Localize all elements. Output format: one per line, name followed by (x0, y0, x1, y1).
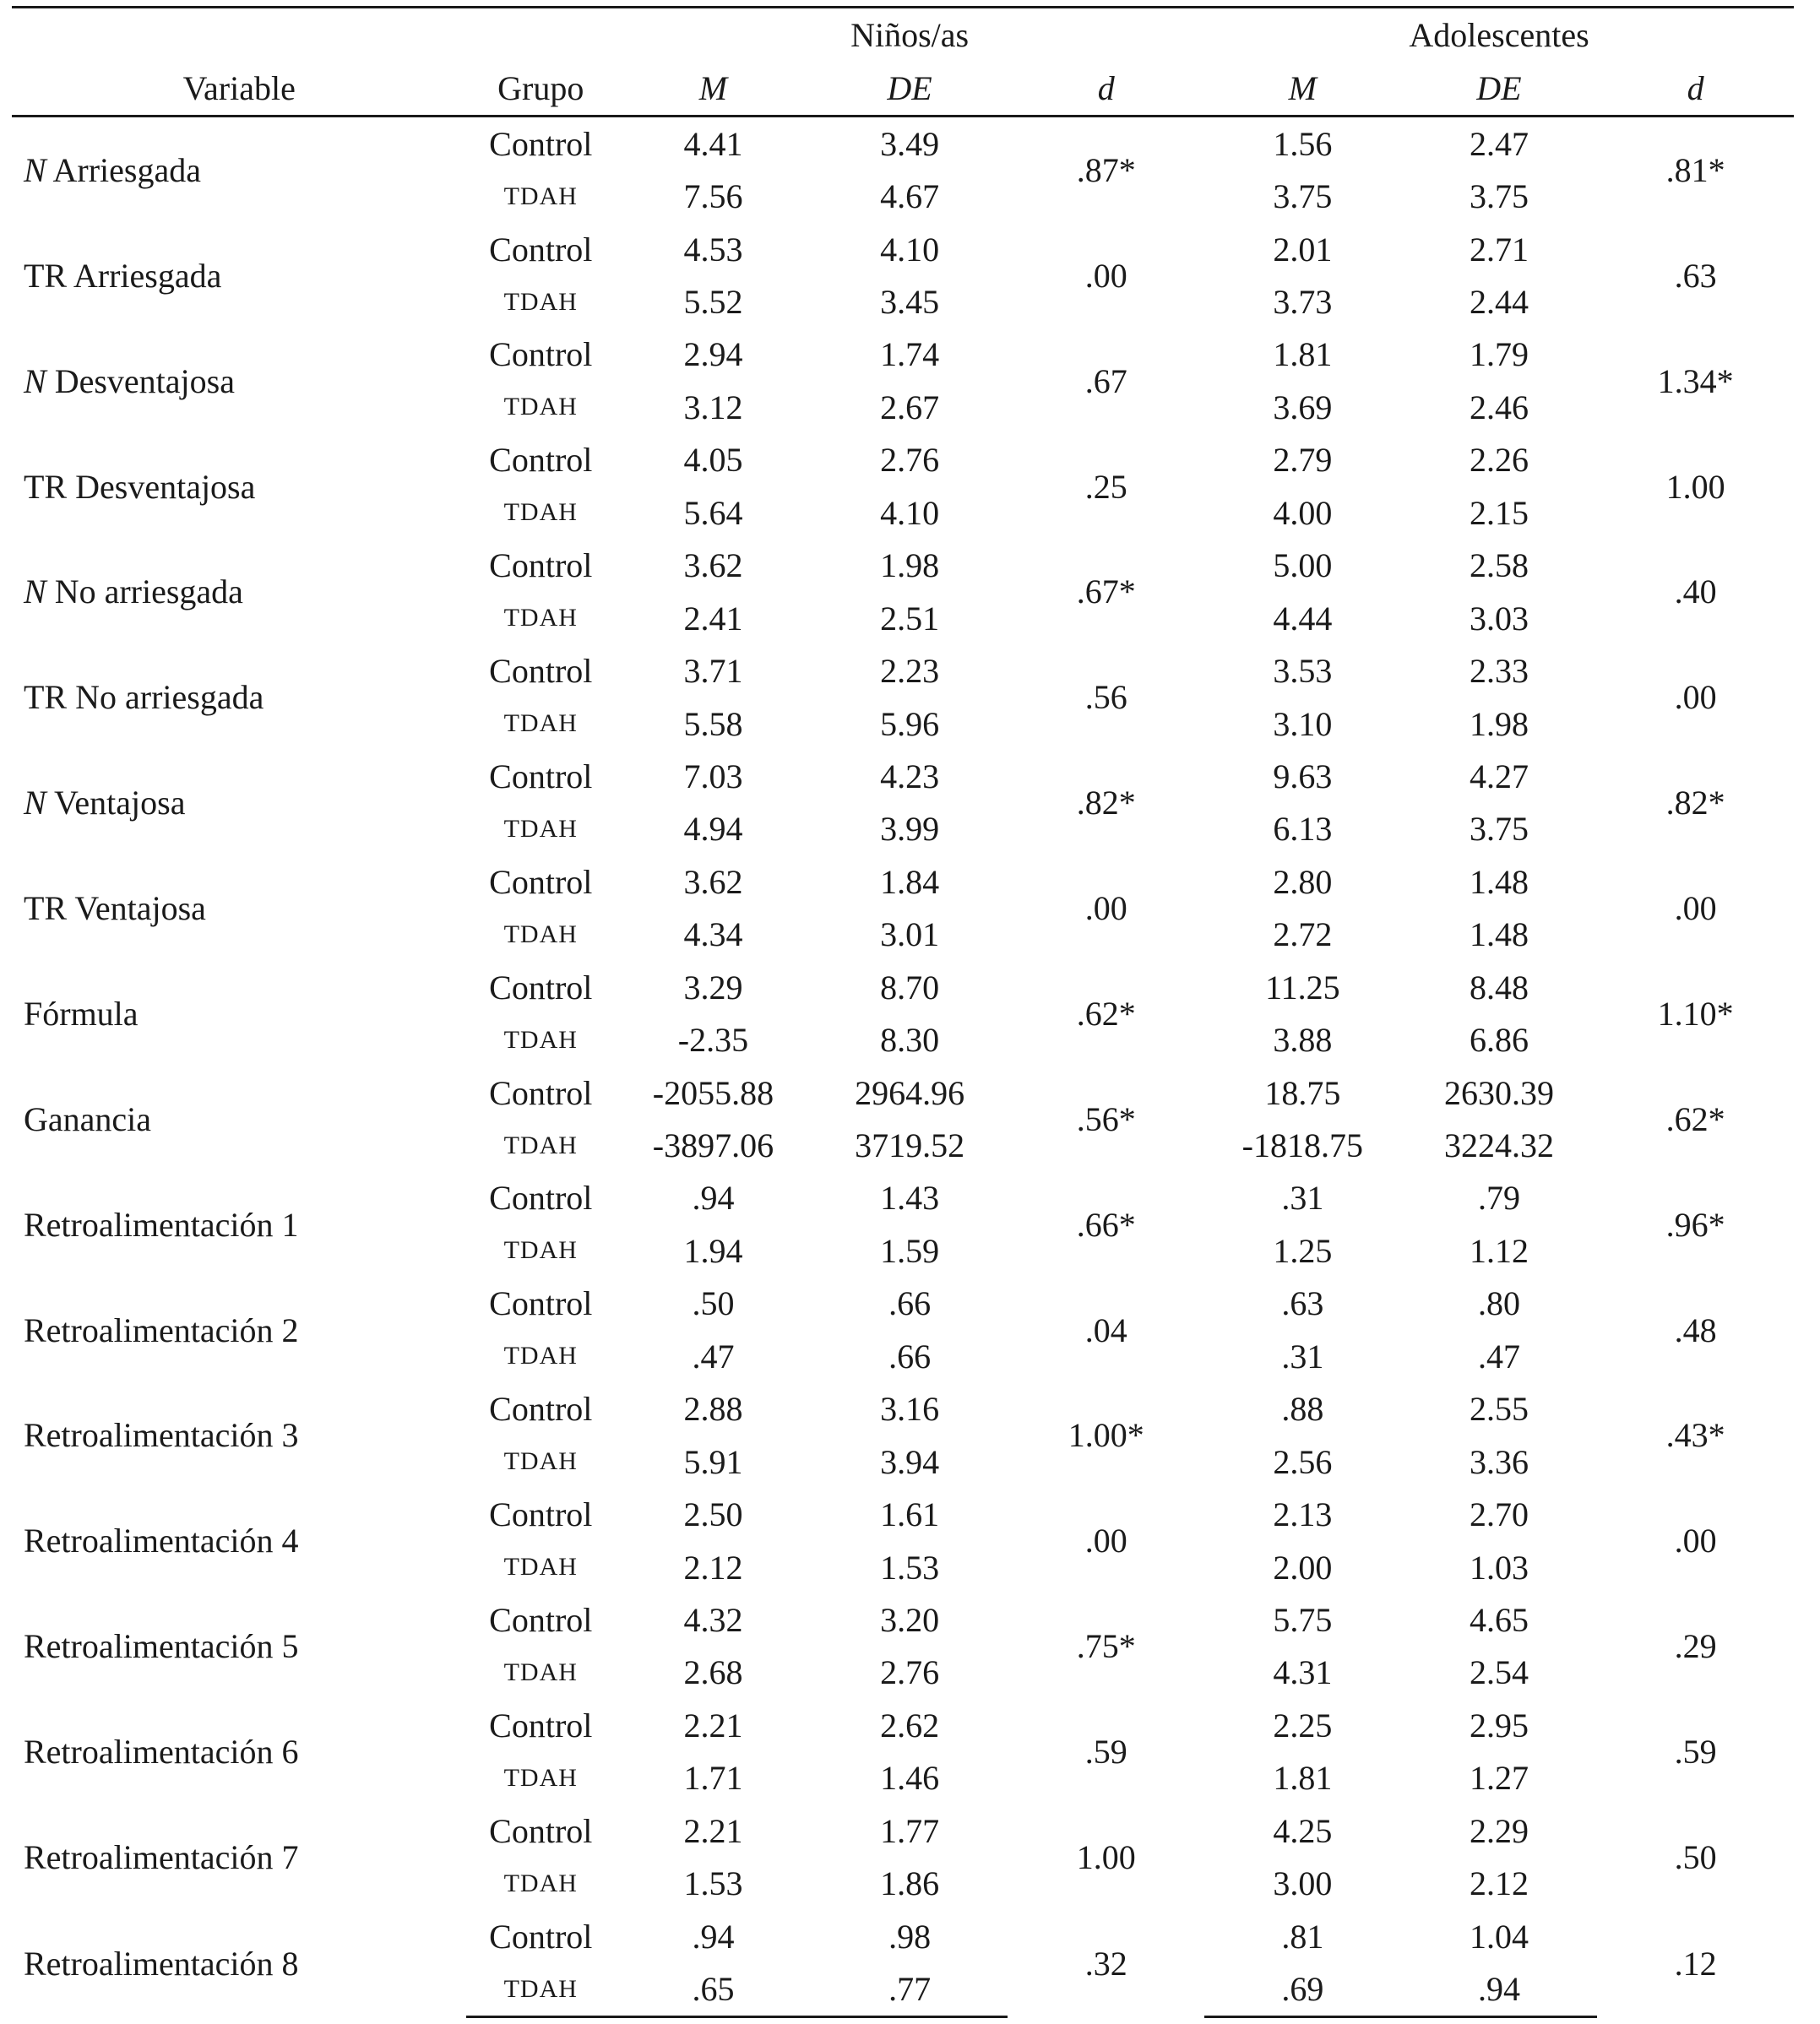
children-mean: .50 (692, 1284, 735, 1323)
variable-label: Fórmula (24, 994, 139, 1033)
adolescents-sd: 2.33 (1469, 652, 1529, 691)
children-effect-size: .00 (1084, 889, 1127, 928)
adolescents-mean: 4.25 (1273, 1811, 1333, 1850)
children-mean: 5.58 (683, 704, 743, 743)
table-row (12, 1383, 1794, 1435)
variable-name (12, 434, 466, 540)
children-effect-size: 1.00* (1068, 1416, 1144, 1455)
children-effect-size: .66* (1076, 1205, 1136, 1244)
children-effect-size: 1.00 (1076, 1837, 1136, 1876)
children-sd: 8.70 (880, 968, 940, 1007)
variable-label: Arriesgada (46, 150, 201, 189)
adolescents-sd: 1.48 (1469, 915, 1529, 954)
variable-label: Retroalimentación 1 (24, 1205, 299, 1244)
adolescents-mean: 4.44 (1273, 599, 1333, 638)
table-row (12, 750, 1794, 802)
children-sd: 3.20 (880, 1600, 940, 1639)
variable-name (12, 540, 466, 645)
children-mean: 1.71 (683, 1759, 743, 1798)
variable-name (12, 855, 466, 961)
adolescents-effect-size: .00 (1674, 1522, 1717, 1560)
adolescents-mean: 4.31 (1273, 1653, 1333, 1692)
children-effect-size: .00 (1084, 256, 1127, 295)
variable-name (12, 328, 466, 434)
adolescents-mean: .63 (1281, 1284, 1324, 1323)
adolescents-mean: 2.79 (1273, 441, 1333, 480)
children-mean: 2.94 (683, 335, 743, 374)
adolescents-sd: 2.29 (1469, 1811, 1529, 1850)
group-label: TDAH (503, 1763, 578, 1792)
children-sd: 2.76 (880, 441, 940, 480)
variable-label: Ganancia (24, 1099, 152, 1138)
adolescents-mean: 3.88 (1273, 1021, 1333, 1060)
adolescents-mean: .88 (1281, 1390, 1324, 1429)
adolescents-effect-size: .48 (1674, 1310, 1717, 1349)
group-label: Control (489, 862, 593, 901)
group-label: TDAH (503, 182, 578, 210)
adolescents-effect-size: .12 (1674, 1944, 1717, 1983)
header-variable: Variable (12, 61, 466, 117)
adolescents-mean: 18.75 (1264, 1073, 1341, 1112)
adolescents-mean: 5.00 (1273, 546, 1333, 585)
children-sd: 2.23 (880, 652, 940, 691)
adolescents-sd: 1.03 (1469, 1548, 1529, 1587)
table-row (12, 328, 1794, 381)
adolescents-sd: 2.55 (1469, 1390, 1529, 1429)
variable-name (12, 1804, 466, 1910)
variable-name (12, 117, 466, 223)
adolescents-sd: 2.70 (1469, 1495, 1529, 1534)
adolescents-effect-size: .59 (1674, 1733, 1717, 1772)
group-label: TDAH (503, 393, 578, 421)
adolescents-sd: 2.71 (1469, 230, 1529, 269)
children-effect-size: .87* (1076, 150, 1136, 189)
adolescents-effect-size: .96* (1665, 1205, 1725, 1244)
adolescents-sd: 6.86 (1469, 1021, 1529, 1060)
variable-prefix: N (24, 784, 46, 822)
adolescents-sd: 1.48 (1469, 862, 1529, 901)
adolescents-sd: 4.65 (1469, 1600, 1529, 1639)
children-sd: 1.46 (880, 1759, 940, 1798)
group-label: Control (489, 124, 593, 163)
adolescents-sd: 2.58 (1469, 546, 1529, 585)
group-label: Control (489, 1284, 593, 1323)
children-mean: 4.34 (683, 915, 743, 954)
adolescents-sd: 2.26 (1469, 441, 1529, 480)
children-mean: 2.21 (683, 1811, 743, 1850)
variable-name (12, 1699, 466, 1804)
group-label: TDAH (503, 920, 578, 948)
adolescents-sd: 3.03 (1469, 599, 1529, 638)
header-children-sd: DE (812, 61, 1008, 117)
children-sd: 4.23 (880, 757, 940, 795)
children-sd: 3.45 (880, 283, 940, 322)
variable-label: TR Ventajosa (24, 889, 206, 928)
children-sd: 1.59 (880, 1231, 940, 1270)
adolescents-sd: 2.54 (1469, 1653, 1529, 1692)
table-row (12, 223, 1794, 275)
children-sd: 1.98 (880, 546, 940, 585)
children-mean: 7.56 (683, 177, 743, 216)
variable-label: TR No arriesgada (24, 678, 264, 717)
adolescents-mean: .81 (1281, 1917, 1324, 1956)
adolescents-sd: 1.27 (1469, 1759, 1529, 1798)
children-mean: 3.62 (683, 862, 743, 901)
children-mean: .65 (615, 1962, 812, 2016)
children-effect-size: .67* (1076, 572, 1136, 611)
adolescents-effect-size: .82* (1665, 784, 1725, 822)
group-label: TDAH (503, 1342, 578, 1370)
children-mean: 4.53 (683, 230, 743, 269)
adolescents-effect-size: .43* (1665, 1416, 1725, 1455)
group-label: Control (489, 1706, 593, 1745)
group-label: Control (489, 1811, 593, 1850)
group-label: TDAH (503, 1658, 578, 1686)
adolescents-mean: 1.56 (1273, 124, 1333, 163)
children-sd: 3.94 (880, 1442, 940, 1481)
children-sd: .98 (888, 1917, 932, 1956)
group-label: TDAH (503, 814, 578, 843)
header-group: Grupo (466, 61, 615, 117)
adolescents-mean: 2.72 (1273, 915, 1333, 954)
group-label: Control (489, 1073, 593, 1112)
children-sd: .66 (888, 1337, 932, 1376)
adolescents-sd: 1.79 (1469, 335, 1529, 374)
adolescents-sd: .94 (1401, 1962, 1598, 2016)
group-label: Control (489, 757, 593, 795)
children-mean: 2.88 (683, 1390, 743, 1429)
variable-prefix: N (24, 572, 46, 611)
adolescents-mean: 1.25 (1273, 1231, 1333, 1270)
group-label: Control (489, 1495, 593, 1534)
group-label: Control (489, 335, 593, 374)
adolescents-sd: 3224.32 (1443, 1126, 1554, 1165)
adolescents-sd: 4.27 (1469, 757, 1529, 795)
adolescents-effect-size: .00 (1674, 889, 1717, 928)
adolescents-sd: 2.12 (1469, 1864, 1529, 1903)
variable-name (12, 961, 466, 1066)
table-body (12, 117, 1794, 2017)
children-mean: -2.35 (677, 1021, 749, 1060)
variable-name (12, 644, 466, 750)
children-effect-size: .75* (1076, 1627, 1136, 1666)
children-mean: 4.94 (683, 810, 743, 849)
adolescents-mean: -1818.75 (1241, 1126, 1363, 1165)
adolescents-mean: .69 (1204, 1962, 1401, 2016)
children-sd: 3.01 (880, 915, 940, 954)
children-sd: 4.10 (880, 493, 940, 532)
variable-name (12, 1066, 466, 1172)
header-adolescents: Adolescentes (1204, 8, 1794, 62)
children-effect-size: .67 (1084, 361, 1127, 400)
children-sd: 8.30 (880, 1021, 940, 1060)
header-adolescents-mean: M (1204, 61, 1401, 117)
group-label: Control (489, 652, 593, 691)
group-label: Control (489, 968, 593, 1007)
children-sd: 3.16 (880, 1390, 940, 1429)
adolescents-mean: .31 (1281, 1337, 1324, 1376)
group-label: TDAH (503, 1447, 578, 1476)
children-sd: .77 (812, 1962, 1008, 2016)
adolescents-mean: 3.75 (1273, 177, 1333, 216)
children-mean: 3.62 (683, 546, 743, 585)
children-mean: 1.53 (683, 1864, 743, 1903)
group-label: Control (489, 1179, 593, 1218)
group-label: TDAH (503, 604, 578, 632)
children-effect-size: .56* (1076, 1099, 1136, 1138)
adolescents-sd: 2.46 (1469, 388, 1529, 426)
adolescents-sd: 8.48 (1469, 968, 1529, 1007)
adolescents-mean: 5.75 (1273, 1600, 1333, 1639)
children-sd: .66 (888, 1284, 932, 1323)
group-label: TDAH (503, 1025, 578, 1054)
adolescents-mean: 2.25 (1273, 1706, 1333, 1745)
children-mean: .94 (692, 1917, 735, 1956)
variable-label: Ventajosa (46, 784, 186, 822)
group-label: TDAH (503, 498, 578, 527)
children-effect-size: .00 (1084, 1522, 1127, 1560)
children-sd: 1.77 (880, 1811, 940, 1850)
children-effect-size: .59 (1084, 1733, 1127, 1772)
children-sd: 3.99 (880, 810, 940, 849)
children-sd: 1.43 (880, 1179, 940, 1218)
children-sd: 2.62 (880, 1706, 940, 1745)
group-label: TDAH (503, 287, 578, 316)
adolescents-sd: 2630.39 (1443, 1073, 1554, 1112)
adolescents-effect-size: .50 (1674, 1837, 1717, 1876)
table-row (12, 644, 1794, 697)
children-mean: 2.21 (683, 1706, 743, 1745)
table-row (12, 961, 1794, 1013)
children-sd: 4.67 (880, 177, 940, 216)
children-mean: -2055.88 (652, 1073, 774, 1112)
adolescents-mean: 1.81 (1273, 335, 1333, 374)
adolescents-sd: 1.12 (1469, 1231, 1529, 1270)
children-mean: 4.05 (683, 441, 743, 480)
adolescents-sd: 1.04 (1469, 1917, 1529, 1956)
adolescents-mean: 3.53 (1273, 652, 1333, 691)
variable-name (12, 1593, 466, 1699)
group-label: Control (489, 1390, 593, 1429)
adolescents-mean: 2.01 (1273, 230, 1333, 269)
adolescents-sd: 2.44 (1469, 283, 1529, 322)
variable-label: TR Desventajosa (24, 467, 256, 506)
children-mean: 1.94 (683, 1231, 743, 1270)
children-sd: 3.49 (880, 124, 940, 163)
children-mean: .94 (692, 1179, 735, 1218)
adolescents-mean: 9.63 (1273, 757, 1333, 795)
group-label: Control (489, 1917, 593, 1956)
table-row (12, 1910, 1794, 1962)
children-mean: 3.71 (683, 652, 743, 691)
adolescents-mean: 2.80 (1273, 862, 1333, 901)
table-row (12, 1172, 1794, 1224)
children-sd: 1.74 (880, 335, 940, 374)
variable-label: TR Arriesgada (24, 256, 222, 295)
adolescents-effect-size: .63 (1674, 256, 1717, 295)
children-mean: 2.50 (683, 1495, 743, 1534)
children-mean: 7.03 (683, 757, 743, 795)
header-spacer (12, 8, 466, 62)
adolescents-mean: 3.00 (1273, 1864, 1333, 1903)
group-label: TDAH (466, 1962, 615, 2016)
children-sd: 1.53 (880, 1548, 940, 1587)
header-children: Niños/as (615, 8, 1204, 62)
adolescents-effect-size: 1.34* (1657, 361, 1734, 400)
adolescents-sd: .79 (1477, 1179, 1520, 1218)
adolescents-sd: 2.15 (1469, 493, 1529, 532)
group-label: TDAH (503, 1553, 578, 1582)
adolescents-sd: .47 (1477, 1337, 1520, 1376)
children-sd: 2964.96 (855, 1073, 965, 1112)
statistics-table (12, 6, 1794, 2018)
children-mean: 2.41 (683, 599, 743, 638)
adolescents-sd: 2.95 (1469, 1706, 1529, 1745)
children-effect-size: .04 (1084, 1310, 1127, 1349)
header-children-d: d (1008, 61, 1204, 117)
children-mean: 5.52 (683, 283, 743, 322)
adolescents-sd: 1.98 (1469, 704, 1529, 743)
adolescents-effect-size: .81* (1665, 150, 1725, 189)
variable-label: Retroalimentación 6 (24, 1733, 299, 1772)
header-adolescents-d: d (1597, 61, 1794, 117)
group-label: TDAH (503, 709, 578, 738)
table-row (12, 540, 1794, 592)
table-row (12, 1488, 1794, 1540)
adolescents-effect-size: .40 (1674, 572, 1717, 611)
adolescents-mean: 2.13 (1273, 1495, 1333, 1534)
group-label: TDAH (503, 1869, 578, 1897)
variable-name (12, 1172, 466, 1278)
variable-label: Retroalimentación 8 (24, 1944, 299, 1983)
group-label: TDAH (503, 1131, 578, 1159)
adolescents-mean: 6.13 (1273, 810, 1333, 849)
adolescents-effect-size: .00 (1674, 678, 1717, 717)
children-mean: 5.91 (683, 1442, 743, 1481)
adolescents-mean: .31 (1281, 1179, 1324, 1218)
children-sd: 3719.52 (855, 1126, 965, 1165)
variable-name (12, 223, 466, 328)
adolescents-effect-size: .62* (1665, 1099, 1725, 1138)
children-mean: -3897.06 (652, 1126, 774, 1165)
children-effect-size: .32 (1084, 1944, 1127, 1983)
children-mean: 2.68 (683, 1653, 743, 1692)
children-effect-size: .82* (1076, 784, 1136, 822)
children-mean: 4.41 (683, 124, 743, 163)
children-sd: 4.10 (880, 230, 940, 269)
table-row (12, 1804, 1794, 1857)
adolescents-mean: 1.81 (1273, 1759, 1333, 1798)
variable-prefix: N (24, 361, 46, 400)
children-mean: 5.64 (683, 493, 743, 532)
children-sd: 2.76 (880, 1653, 940, 1692)
adolescents-sd: 3.75 (1469, 810, 1529, 849)
children-mean: .47 (692, 1337, 735, 1376)
variable-label: Retroalimentación 5 (24, 1627, 299, 1666)
children-mean: 3.12 (683, 388, 743, 426)
variable-name (12, 1488, 466, 1593)
adolescents-mean: 3.69 (1273, 388, 1333, 426)
table-row (12, 1699, 1794, 1751)
adolescents-sd: 3.75 (1469, 177, 1529, 216)
adolescents-effect-size: 1.10* (1657, 994, 1734, 1033)
children-effect-size: .62* (1076, 994, 1136, 1033)
adolescents-mean: 2.00 (1273, 1548, 1333, 1587)
adolescents-sd: .80 (1477, 1284, 1520, 1323)
table-row (12, 117, 1794, 171)
variable-name (12, 1910, 466, 2016)
group-label: Control (489, 230, 593, 269)
variable-name (12, 1278, 466, 1383)
variable-label: Retroalimentación 7 (24, 1837, 299, 1876)
table-row (12, 1278, 1794, 1330)
group-label: Control (489, 546, 593, 585)
adolescents-mean: 4.00 (1273, 493, 1333, 532)
children-sd: 1.86 (880, 1864, 940, 1903)
children-effect-size: .25 (1084, 467, 1127, 506)
children-sd: 2.67 (880, 388, 940, 426)
children-sd: 1.84 (880, 862, 940, 901)
adolescents-sd: 2.47 (1469, 124, 1529, 163)
variable-name (12, 1383, 466, 1489)
variable-label: Desventajosa (46, 361, 235, 400)
variable-prefix: N (24, 150, 46, 189)
adolescents-effect-size: .29 (1674, 1627, 1717, 1666)
adolescents-effect-size: 1.00 (1665, 467, 1725, 506)
variable-label: Retroalimentación 3 (24, 1416, 299, 1455)
variable-label: Retroalimentación 4 (24, 1522, 299, 1560)
adolescents-mean: 3.10 (1273, 704, 1333, 743)
group-label: TDAH (503, 1236, 578, 1265)
header-adolescents-sd: DE (1401, 61, 1598, 117)
adolescents-mean: 11.25 (1265, 968, 1340, 1007)
variable-name (12, 750, 466, 855)
table-row (12, 434, 1794, 486)
children-sd: 2.51 (880, 599, 940, 638)
adolescents-mean: 3.73 (1273, 283, 1333, 322)
variable-label: No arriesgada (46, 572, 243, 611)
children-mean: 3.29 (683, 968, 743, 1007)
children-effect-size: .56 (1084, 678, 1127, 717)
header-children-mean: M (615, 61, 812, 117)
variable-label: Retroalimentación 2 (24, 1310, 299, 1349)
children-sd: 5.96 (880, 704, 940, 743)
children-sd: 1.61 (880, 1495, 940, 1534)
table-row (12, 855, 1794, 908)
adolescents-mean: 2.56 (1273, 1442, 1333, 1481)
children-mean: 4.32 (683, 1600, 743, 1639)
table-row (12, 1593, 1794, 1646)
group-label: Control (489, 441, 593, 480)
header-spacer (466, 8, 615, 62)
adolescents-sd: 3.36 (1469, 1442, 1529, 1481)
table-row (12, 1066, 1794, 1119)
group-label: Control (489, 1600, 593, 1639)
children-mean: 2.12 (683, 1548, 743, 1587)
